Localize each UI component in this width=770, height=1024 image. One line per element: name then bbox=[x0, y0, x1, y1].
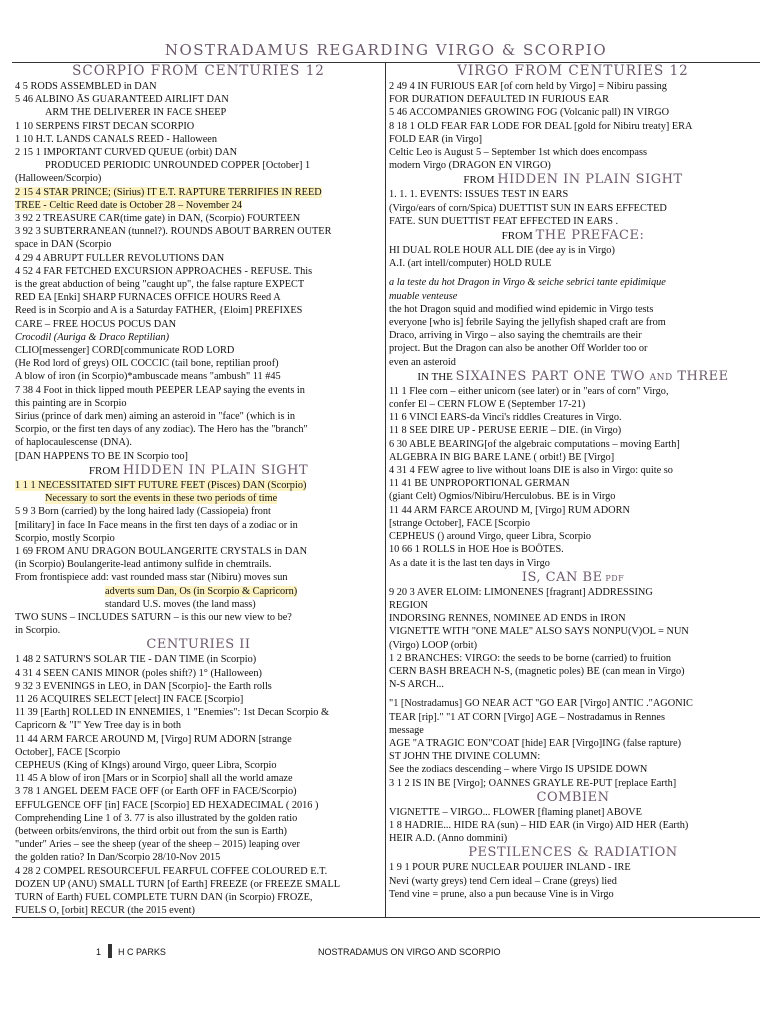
highlighted-text: 1 1 1 NECESSITATED SIFT FUTURE FEET (Pisces) DAN (Scorpio) bbox=[15, 479, 307, 491]
text-line: 11 8 SEE DIRE UP - PERUSE EERIE – DIE. (in Virgo) bbox=[389, 425, 622, 437]
text-line: 1 9 1 POUR PURE NUCLEAR POUIJER INLAND - IRE bbox=[389, 862, 631, 874]
text-line: A blow of iron (in Scorpio)*ambuscade means "ambush" 11 #45 bbox=[15, 371, 281, 383]
text-line: CERN BASH BREACH N-S, (magnetic poles) BE (can mean in Virgo) bbox=[389, 665, 685, 677]
text-line: 11 44 ARM FARCE AROUND M, [Virgo] RUM ADORN [strange bbox=[15, 733, 292, 745]
text-line bbox=[15, 492, 382, 505]
text-line: 11 6 VINCI EARS-da Vinci's riddles Creatures in Virgo. bbox=[389, 412, 622, 424]
text-line: (He Rod lord of greys) OIL COCCIC (tail bone, reptilian proof) bbox=[15, 358, 279, 370]
text-line: ST JOHN THE DIVINE COLUMN: bbox=[389, 751, 541, 763]
text-line: 6 30 ABLE BEARING[of the algebraic computations – moving Earth] bbox=[389, 438, 680, 450]
virgo-lines-1 bbox=[389, 80, 757, 172]
text-line bbox=[15, 479, 382, 492]
virgo-lines-6 bbox=[389, 586, 757, 692]
text-line: DOZEN UP (ANU) SMALL TURN [of Earth] FREEZE (or FREEZE SMALL bbox=[15, 878, 341, 890]
text-line: Tend vine = prune, also a pun because Vine is in Virgo bbox=[389, 888, 614, 900]
combien-heading: COMBIEN bbox=[536, 789, 610, 805]
text-line: Sirius (prince of dark men) aiming an asteroid in "face" (which is in bbox=[15, 411, 296, 423]
text-line: 7 38 4 Foot in thick lipped mouth PEEPER LEAP saying the events in bbox=[15, 384, 305, 396]
text-line: FUELS O, [orbit] RECUR (the 2015 event) bbox=[15, 905, 195, 917]
text-line: 4 31 4 SEEN CANIS MINOR (poles shift?) 1° (Halloween) bbox=[15, 667, 262, 679]
text-line: 9 32 3 EVENINGS in LEO, in DAN [Scorpio]- the Earth rolls bbox=[15, 680, 272, 692]
virgo-column bbox=[386, 63, 760, 917]
text-line: (in Scorpio) Boulangerite-lead antimony sulfide in chemtrails. bbox=[15, 559, 272, 571]
text-line: 1. 1. 1. EVENTS: ISSUES TEST IN EARS bbox=[389, 189, 569, 201]
preface-heading: FROM THE PREFACE: bbox=[501, 228, 645, 244]
text-line: project. But the Dragon can also be another Off Worlder too or bbox=[389, 343, 648, 355]
virgo-lines-2 bbox=[389, 188, 757, 228]
text-line: 3 92 3 SUBTERRANEAN (tunnel?). ROUNDS ABOUT BARREN OUTER bbox=[15, 226, 332, 238]
text-line: As a date it is the last ten days in Virgo bbox=[389, 557, 550, 569]
text-line: TWO SUNS – INCLUDES SATURN – is this our new view to be? bbox=[15, 611, 292, 623]
text-line: everyone [who is] febrile Saying the jellyfish shaped craft are from bbox=[389, 317, 666, 329]
text-line: 8 18 1 OLD FEAR FAR LODE FOR DEAL [gold for Nibiru treaty] ERA bbox=[389, 120, 693, 132]
text-line: FATE. SUN DUETTIST FEAT EFFECTED IN EARS . bbox=[389, 215, 619, 227]
text-line: FOLD EAR (in Virgo] bbox=[389, 133, 483, 145]
text-line: VIGNETTE – VIRGO... FLOWER [flaming planet] ABOVE bbox=[389, 806, 642, 818]
page-title: NOSTRADAMUS REGARDING VIRGO & SCORPIO bbox=[164, 41, 608, 59]
text-line: 1 10 H.T. LANDS CANALS REED - Halloween bbox=[15, 133, 218, 145]
text-line: 11 26 ACQUIRES SELECT [elect] IN FACE [Scorpio] bbox=[15, 693, 244, 705]
text-line: EFFULGENCE OFF [in] FACE [Scorpio] ED HEXADECIMAL ( 2016 ) bbox=[15, 799, 319, 811]
text-line: 4 52 4 FAR FETCHED EXCURSION APPROACHES - REFUSE. This bbox=[15, 265, 313, 277]
text-line: message bbox=[389, 724, 424, 736]
text-line: Scorpio, or the first ten days of any zodiac). The Hero has the "branch" bbox=[15, 424, 308, 436]
highlighted-text: TREE - Celtic Reed date is October 28 – November 24 bbox=[15, 199, 243, 211]
text-line: Celtic Leo is August 5 – September 1st which does encompass bbox=[389, 147, 647, 159]
text-line: HEIR A.D. (Anno dommini) bbox=[389, 833, 508, 845]
text-line: 2 49 4 IN FURIOUS EAR [of corn held by Virgo] = Nibiru passing bbox=[389, 81, 667, 92]
text-line: CEPHEUS () around Virgo, queer Libra, Scorpio bbox=[389, 531, 592, 543]
text-line: space in DAN (Scorpio bbox=[15, 239, 112, 251]
text-line: (Virgo/ears of corn/Spica) DUETTIST SUN IN EARS EFFECTED bbox=[389, 202, 667, 214]
text-line: From frontispiece add: vast rounded mass star (Nibiru) moves sun bbox=[15, 572, 288, 584]
text-line: ARM THE DELIVERER IN FACE SHEEP bbox=[45, 107, 227, 119]
text-line: CLIO[messenger] CORD[communicate ROD LORD bbox=[15, 345, 235, 357]
text-line: 4 5 RODS ASSEMBLED in DAN bbox=[15, 81, 157, 92]
text-line: 5 46 ACCOMPANIES GROWING FOG (Volcanic pall) IN VIRGO bbox=[389, 107, 670, 119]
text-line: in Scorpio. bbox=[15, 625, 61, 637]
text-line: HI DUAL ROLE HOUR ALL DIE (dee ay is in Virgo) bbox=[389, 245, 615, 257]
text-line: "under" Aries – see the sheep (year of the sheep – 2015) leaping over bbox=[15, 839, 300, 851]
text-line: 4 31 4 FEW agree to live without loans DIE is also in Virgo: quite so bbox=[389, 465, 673, 477]
text-line: modern Virgo (DRAGON EN VIRGO) bbox=[389, 160, 551, 172]
text-line: Nevi (warty greys) tend Cern ideal – Crane (greys) lied bbox=[389, 875, 617, 887]
text-line: (giant Celt) Ogmios/Nibiru/Herculobus. BE is in Virgo bbox=[389, 491, 616, 503]
scorpio-hidden-heading bbox=[15, 464, 382, 478]
text-line: PRODUCED PERIODIC UNROUNDED COPPER [October] 1 bbox=[45, 160, 311, 172]
text-line bbox=[15, 186, 382, 199]
highlighted-text: 2 15 4 STAR PRINCE; (Sirius) IT E.T. RAPTURE TERRIFIES IN REED bbox=[15, 186, 322, 198]
text-line: 11 44 ARM FARCE AROUND M, [Virgo] RUM ADORN bbox=[389, 504, 630, 516]
text-line: AGE "A TRAGIC EON"COAT [hide] EAR [Virgo]ING (false rapture) bbox=[389, 737, 682, 749]
sixaines-heading: IN THE SIXAINES PART ONE TWO and THREE bbox=[417, 368, 729, 384]
text-line: 10 66 1 ROLLS in HOE Hoe is BOÖTES. bbox=[389, 544, 564, 556]
footer-title: NOSTRADAMUS ON VIRGO AND SCORPIO bbox=[318, 947, 501, 957]
text-line: of haplocaulescense (DNA). bbox=[15, 437, 132, 449]
document-page bbox=[12, 40, 760, 918]
virgo-lines-7 bbox=[389, 697, 757, 789]
text-line: TEAR [rip]." "1 AT CORN [Virgo] AGE – Nostradamus in Rennes bbox=[389, 711, 665, 723]
scorpio-lines-1 bbox=[15, 80, 382, 463]
text-line: 5 9 3 Born (carried) by the long haired lady (Cassiopeia) front bbox=[15, 506, 271, 518]
scorpio-lines-2 bbox=[15, 479, 382, 637]
text-line: TURN of Earth) FUEL COMPLETE TURN DAN (in Scorpio) FROZE, bbox=[15, 891, 313, 903]
text-line: See the zodiacs descending – where Virgo IS UPSIDE DOWN bbox=[389, 764, 648, 776]
text-line: 1 8 HADRIE... HIDE RA (sun) – HID EAR (in Virgo) AID HER (Earth) bbox=[389, 819, 689, 831]
footer-author: H C PARKS bbox=[118, 947, 166, 957]
footer-divider bbox=[108, 944, 112, 958]
virgo-lines-3 bbox=[389, 244, 757, 270]
text-line: Scorpio, mostly Scorpio bbox=[15, 532, 115, 544]
italic-quote-line-1: a la teste du hot Dragon in Virgo & seiche sebrici tante epidimique bbox=[389, 277, 666, 289]
scorpio-column bbox=[12, 63, 386, 917]
text-line: [military] in face In Face means in the first ten days of a zodiac or in bbox=[15, 519, 298, 531]
text-line: (between orbits/environs, the third orbit out from the sun is Earth) bbox=[15, 825, 287, 837]
virgo-heading: VIRGO FROM CENTURIES 12 bbox=[457, 63, 689, 79]
text-line: confer El – CERN FLOW E (September 17-21) bbox=[389, 399, 586, 411]
from-label: FROM bbox=[88, 464, 121, 477]
text-line: 3 78 1 ANGEL DEEM FACE OFF (or Earth OFF in FACE/Scorpio) bbox=[15, 786, 297, 798]
text-line: the golden ratio? In Dan/Scorpio 28/10-Nov 2015 bbox=[15, 852, 221, 864]
text-line: Reed is in Scorpio and A is a Saturday FATHER, {Eloim] PREFIXES bbox=[15, 305, 303, 317]
text-line: RED EA [Enki] SHARP FURNACES OFFICE HOURS Reed A bbox=[15, 292, 281, 304]
text-line: 1 2 BRANCHES: VIRGO: the seeds to be borne (carried) to fruition bbox=[389, 652, 672, 664]
text-line: 9 20 3 AVER ELOIM: LIMONENES [fragrant] ADDRESSING bbox=[389, 586, 653, 598]
text-line: Comprehending Line 1 of 3. 77 is also illustrated by the golden ratio bbox=[15, 812, 298, 824]
text-line: N-S ARCH... bbox=[389, 679, 444, 691]
text-line: [DAN HAPPENS TO BE IN Scorpio too] bbox=[15, 450, 188, 462]
virgo-hidden-heading: FROM HIDDEN IN PLAIN SIGHT bbox=[463, 172, 683, 188]
text-line: 2 15 1 IMPORTANT CURVED QUEUE (orbit) DAN bbox=[15, 147, 238, 159]
text-line: FOR DURATION DEFAULTED IN FURIOUS EAR bbox=[389, 94, 609, 106]
text-line: INDORSING RENNES, NOMINEE AD ENDS in IRON bbox=[389, 613, 626, 625]
text-line: 1 48 2 SATURN'S SOLAR TIE - DAN TIME (in Scorpio) bbox=[15, 654, 257, 666]
text-line: is the great abduction of being "caught up", the false rapture EXPECT bbox=[15, 279, 305, 291]
text-line: CARE – FREE HOCUS POCUS DAN bbox=[15, 318, 177, 330]
text-line bbox=[15, 199, 382, 212]
text-line: 4 29 4 ABRUPT FULLER REVOLUTIONS DAN bbox=[15, 252, 225, 264]
text-line: VIGNETTE WITH "ONE MALE" ALSO SAYS NONPU(V)OL = NUN bbox=[389, 626, 689, 638]
text-line: 1 10 SERPENS FIRST DECAN SCORPIO bbox=[15, 120, 195, 132]
italic-quote-line-2: muable venteuse bbox=[389, 290, 458, 302]
text-line: even an asteroid bbox=[389, 356, 456, 368]
virgo-lines-8 bbox=[389, 806, 757, 846]
hidden-in-plain-sight-label: HIDDEN IN PLAIN SIGHT bbox=[122, 462, 309, 478]
virgo-lines-4 bbox=[389, 303, 757, 369]
text-line: "1 [Nostradamus] GO NEAR ACT "GO EAR [Virgo] ANTIC ."AGONIC bbox=[389, 698, 693, 710]
centuries-ii-heading: CENTURIES II bbox=[146, 637, 251, 653]
scorpio-heading: SCORPIO FROM CENTURIES 12 bbox=[72, 63, 325, 79]
text-line: this painting are in Scorpio bbox=[15, 397, 127, 409]
text-line: Draco, arriving in Virgo – also saying the chemtrails are their bbox=[389, 330, 642, 342]
highlighted-text: adverts sum Dan, Os (in Scorpio & Capricorn) bbox=[105, 585, 298, 597]
text-line: 3 1 2 IS IN BE [Virgo]; OANNES GRAYLE RE-PUT [replace Earth] bbox=[389, 777, 677, 789]
text-line: (Halloween/Scorpio) bbox=[15, 173, 102, 185]
text-line: 4 28 2 COMPEL RESOURCEFUL FEARFUL COFFEE COLOURED E.T. bbox=[15, 865, 328, 877]
text-line bbox=[15, 585, 382, 598]
is-can-be-heading: IS, CAN BE pdf bbox=[521, 569, 625, 585]
text-line: 3 92 2 TREASURE CAR(time gate) in DAN, (Scorpio) FOURTEEN bbox=[15, 213, 301, 225]
page-number: 1 bbox=[96, 947, 102, 957]
virgo-lines-9 bbox=[389, 861, 757, 901]
text-line: [strange October], FACE [Scorpio bbox=[389, 517, 531, 529]
text-line: standard U.S. moves (the land mass) bbox=[105, 598, 256, 610]
text-line: (Virgo) LOOP (orbit) bbox=[389, 639, 478, 651]
text-line: Crocodil (Auriga & Draco Reptilian) bbox=[15, 331, 170, 343]
text-line: 11 39 [Earth] ROLLED IN ENNEMIES, 1 "Enemies": 1st Decan Scorpio & bbox=[15, 707, 330, 719]
two-column-body bbox=[12, 62, 760, 918]
text-line: Capricorn & "I" Yew Tree day is in both bbox=[15, 720, 182, 732]
text-line: 11 45 A blow of iron [Mars or in Scorpio] shall all the world amaze bbox=[15, 773, 293, 785]
text-line: 1 69 FROM ANU DRAGON BOULANGERITE CRYSTALS in DAN bbox=[15, 545, 308, 557]
pestilences-heading: PESTILENCES & RADIATION bbox=[468, 845, 678, 861]
text-line: REGION bbox=[389, 599, 428, 611]
text-line: A.I. (art intell/computer) HOLD RULE bbox=[389, 258, 552, 270]
text-line: CEPHEUS (King of KIngs) around Virgo, queer Libra, Scorpio bbox=[15, 759, 277, 771]
text-line: 11 1 Flee corn – either unicorn (see later) or in "ears of corn" Virgo, bbox=[389, 385, 669, 397]
text-line: ALGEBRA IN BIG BARE LANE ( orbit!) BE [Virgo] bbox=[389, 451, 615, 463]
text-line: the hot Dragon squid and modified wind epidemic in Virgo tests bbox=[389, 303, 654, 315]
virgo-lines-5 bbox=[389, 385, 757, 570]
scorpio-lines-3 bbox=[15, 653, 382, 917]
text-line: 5 46 ALBINO ĀS GUARANTEED AIRLIFT DAN bbox=[15, 94, 229, 106]
text-line: October], FACE [Scorpio bbox=[15, 746, 121, 758]
text-line: 11 41 BE UNPROPORTIONAL GERMAN bbox=[389, 478, 570, 490]
highlighted-text: Necessary to sort the events in these two periods of time bbox=[45, 493, 278, 505]
